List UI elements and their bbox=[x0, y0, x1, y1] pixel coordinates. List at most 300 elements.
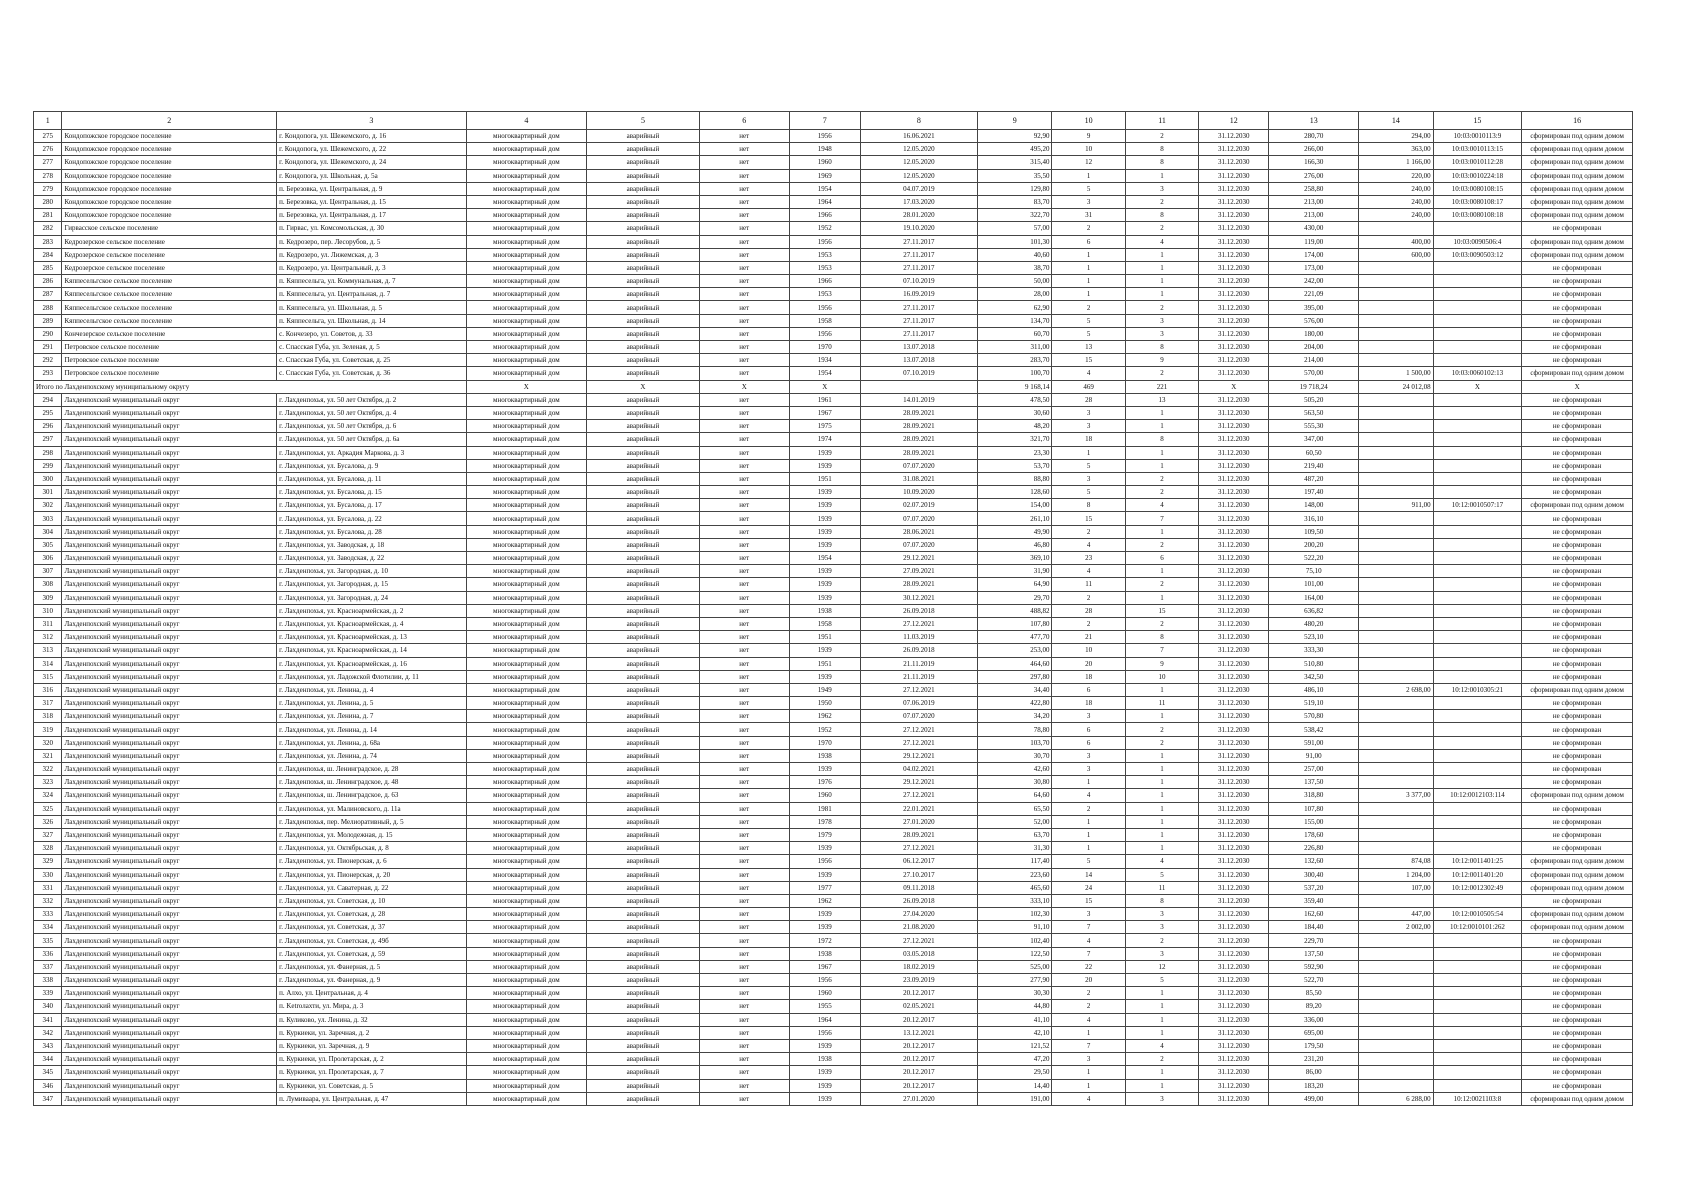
table-cell: г. Лахденпохья, ул. Малиновского, д. 11а bbox=[277, 802, 466, 815]
table-cell: Лахденпохский муниципальный округ bbox=[62, 1026, 277, 1039]
table-cell bbox=[1433, 974, 1522, 987]
table-cell: п. Гирвас, ул. Комсомольская, д. 30 bbox=[277, 222, 466, 235]
table-cell: многоквартирный дом bbox=[466, 367, 586, 380]
table-cell: многоквартирный дом bbox=[466, 657, 586, 670]
table-cell: 261,10 bbox=[978, 512, 1052, 525]
table-cell: 27.12.2021 bbox=[860, 842, 977, 855]
table-cell: многоквартирный дом bbox=[466, 631, 586, 644]
table-cell: 31.12.2030 bbox=[1199, 776, 1269, 789]
table-cell: 1 bbox=[1125, 1000, 1198, 1013]
table-cell: многоквартирный дом bbox=[466, 776, 586, 789]
table-row bbox=[34, 1066, 1633, 1079]
table-cell: аварийный bbox=[587, 143, 700, 156]
table-cell: нет bbox=[699, 169, 789, 182]
table-cell: аварийный bbox=[587, 1092, 700, 1105]
table-cell: 465,60 bbox=[978, 881, 1052, 894]
table-cell: Лахденпохский муниципальный округ bbox=[62, 631, 277, 644]
table-cell bbox=[1359, 670, 1433, 683]
table-cell: X bbox=[1433, 380, 1522, 393]
table-cell: 27.11.2017 bbox=[860, 235, 977, 248]
table-cell: г. Лахденпохья, ул. Фанерная, д. 9 bbox=[277, 974, 466, 987]
table-cell: нет bbox=[699, 525, 789, 538]
table-cell: не сформирован bbox=[1522, 1053, 1633, 1066]
table-cell: 31,30 bbox=[978, 842, 1052, 855]
table-row bbox=[34, 934, 1633, 947]
table-cell: п. Кедрозеро, ул. Лижемская, д. 3 bbox=[277, 248, 466, 261]
table-cell: многоквартирный дом bbox=[466, 1026, 586, 1039]
table-cell: Итого по Лахденпохскому муниципальному округу bbox=[34, 380, 467, 393]
table-cell: нет bbox=[699, 1039, 789, 1052]
table-cell bbox=[1359, 1039, 1433, 1052]
table-cell: 563,50 bbox=[1269, 406, 1359, 419]
table-cell: 1 bbox=[1052, 842, 1125, 855]
table-cell: г. Лахденпохья, ул. Фанерная, д. 5 bbox=[277, 960, 466, 973]
table-cell: аварийный bbox=[587, 921, 700, 934]
table-cell: 31.12.2030 bbox=[1199, 446, 1269, 459]
table-cell: 363,00 bbox=[1359, 143, 1433, 156]
table-cell: нет bbox=[699, 367, 789, 380]
table-row bbox=[34, 894, 1633, 907]
table-cell: 31.12.2030 bbox=[1199, 591, 1269, 604]
table-cell: 100,70 bbox=[978, 367, 1052, 380]
table-cell: сформирован под одним домом bbox=[1522, 921, 1633, 934]
table-cell: 5 bbox=[1125, 868, 1198, 881]
table-cell: 522,20 bbox=[1269, 552, 1359, 565]
table-cell: не сформирован bbox=[1522, 354, 1633, 367]
table-cell: многоквартирный дом bbox=[466, 472, 586, 485]
table-cell: Лахденпохский муниципальный округ bbox=[62, 960, 277, 973]
table-cell: 334 bbox=[34, 921, 62, 934]
table-cell bbox=[1433, 1066, 1522, 1079]
table-cell: 31.12.2030 bbox=[1199, 723, 1269, 736]
table-cell bbox=[1433, 301, 1522, 314]
table-cell bbox=[1359, 960, 1433, 973]
table-cell bbox=[1433, 538, 1522, 551]
table-cell bbox=[1433, 261, 1522, 274]
table-cell: г. Кондопога, ул. Школьная, д. 5а bbox=[277, 169, 466, 182]
table-cell: 10:03:0090503:12 bbox=[1433, 248, 1522, 261]
table-cell: 14,40 bbox=[978, 1079, 1052, 1092]
table-cell: 1 bbox=[1125, 789, 1198, 802]
table-cell: нет bbox=[699, 406, 789, 419]
table-cell: г. Лахденпохья, ул. Ленина, д. 14 bbox=[277, 723, 466, 736]
table-cell: нет bbox=[699, 1079, 789, 1092]
table-cell: 1 bbox=[1052, 261, 1125, 274]
table-cell: 29.12.2021 bbox=[860, 552, 977, 565]
table-cell: аварийный bbox=[587, 1013, 700, 1026]
table-cell: 29,70 bbox=[978, 591, 1052, 604]
table-cell: 318 bbox=[34, 710, 62, 723]
table-cell: многоквартирный дом bbox=[466, 1092, 586, 1105]
table-cell: 154,00 bbox=[978, 499, 1052, 512]
table-row bbox=[34, 802, 1633, 815]
table-cell: Кяппесельгское сельское поселение bbox=[62, 275, 277, 288]
table-cell: 488,82 bbox=[978, 604, 1052, 617]
table-cell: 21.11.2019 bbox=[860, 670, 977, 683]
table-cell: аварийный bbox=[587, 710, 700, 723]
table-cell: 2 bbox=[1125, 222, 1198, 235]
table-cell: 178,60 bbox=[1269, 828, 1359, 841]
table-row bbox=[34, 815, 1633, 828]
table-cell: не сформирован bbox=[1522, 736, 1633, 749]
table-cell: многоквартирный дом bbox=[466, 828, 586, 841]
table-cell: не сформирован bbox=[1522, 1013, 1633, 1026]
table-cell: 14.01.2019 bbox=[860, 393, 977, 406]
table-cell: 02.05.2021 bbox=[860, 1000, 977, 1013]
table-cell: не сформирован bbox=[1522, 1079, 1633, 1092]
table-cell: п. Куликово, ул. Ленина, д. 32 bbox=[277, 1013, 466, 1026]
table-cell: 9 168,14 bbox=[978, 380, 1052, 393]
table-cell: 1966 bbox=[789, 275, 860, 288]
table-cell: 21.08.2020 bbox=[860, 921, 977, 934]
table-cell: 122,50 bbox=[978, 947, 1052, 960]
table-cell: 1 bbox=[1052, 776, 1125, 789]
table-cell: 29.12.2021 bbox=[860, 776, 977, 789]
table-cell: с. Спасская Губа, ул. Советская, д. 36 bbox=[277, 367, 466, 380]
table-row bbox=[34, 499, 1633, 512]
table-cell: не сформирован bbox=[1522, 1066, 1633, 1079]
table-cell: сформирован под одним домом bbox=[1522, 868, 1633, 881]
table-cell bbox=[1433, 406, 1522, 419]
table-cell: 27.09.2021 bbox=[860, 565, 977, 578]
table-row bbox=[34, 433, 1633, 446]
table-cell: г. Лахденпохья, ул. Заводская, д. 22 bbox=[277, 552, 466, 565]
table-cell: многоквартирный дом bbox=[466, 275, 586, 288]
table-cell bbox=[1359, 631, 1433, 644]
table-cell bbox=[1359, 354, 1433, 367]
table-cell: аварийный bbox=[587, 1039, 700, 1052]
table-cell bbox=[1433, 749, 1522, 762]
table-cell: 1951 bbox=[789, 657, 860, 670]
table-cell: 318,80 bbox=[1269, 789, 1359, 802]
table-cell: нет bbox=[699, 235, 789, 248]
table-cell: 9 bbox=[978, 112, 1052, 130]
table-cell: 13 bbox=[1125, 393, 1198, 406]
table-cell: Лахденпохский муниципальный округ bbox=[62, 1092, 277, 1105]
table-cell: Лахденпохский муниципальный округ bbox=[62, 683, 277, 696]
table-row bbox=[34, 776, 1633, 789]
table-row bbox=[34, 525, 1633, 538]
table-cell: аварийный bbox=[587, 301, 700, 314]
table-cell: 31.12.2030 bbox=[1199, 802, 1269, 815]
table-cell: г. Лахденпохья, ш. Ленинградское, д. 48 bbox=[277, 776, 466, 789]
table-cell: 34,40 bbox=[978, 683, 1052, 696]
table-cell: 5 bbox=[1052, 459, 1125, 472]
table-cell: 52,00 bbox=[978, 815, 1052, 828]
table-cell: 31.12.2030 bbox=[1199, 169, 1269, 182]
table-cell bbox=[1433, 894, 1522, 907]
table-cell: 295 bbox=[34, 406, 62, 419]
table-cell: 2 bbox=[1125, 130, 1198, 143]
table-row bbox=[34, 842, 1633, 855]
table-cell: не сформирован bbox=[1522, 670, 1633, 683]
table-header-row bbox=[34, 112, 1633, 130]
table-cell: г. Лахденпохья, ул. Саватерная, д. 22 bbox=[277, 881, 466, 894]
table-cell: 10:03:0010224:18 bbox=[1433, 169, 1522, 182]
table-cell: 1 bbox=[1052, 275, 1125, 288]
table-cell: 321,70 bbox=[978, 433, 1052, 446]
table-cell: 20.12.2017 bbox=[860, 1053, 977, 1066]
table-cell: 31.12.2030 bbox=[1199, 248, 1269, 261]
table-cell: нет bbox=[699, 301, 789, 314]
table-cell: 3 bbox=[277, 112, 466, 130]
table-cell: 314 bbox=[34, 657, 62, 670]
table-cell bbox=[1359, 406, 1433, 419]
table-cell: Кондопожское городское поселение bbox=[62, 195, 277, 208]
table-cell: 338 bbox=[34, 974, 62, 987]
table-cell: 522,70 bbox=[1269, 974, 1359, 987]
table-cell: аварийный bbox=[587, 1079, 700, 1092]
table-cell: п. Лумиваара, ул. Центральная, д. 47 bbox=[277, 1092, 466, 1105]
table-cell: 07.07.2020 bbox=[860, 710, 977, 723]
table-cell: 1956 bbox=[789, 301, 860, 314]
table-cell: 13 bbox=[1052, 341, 1125, 354]
table-cell: многоквартирный дом bbox=[466, 565, 586, 578]
table-cell: аварийный bbox=[587, 565, 700, 578]
table-cell: 294,00 bbox=[1359, 130, 1433, 143]
table-cell: 121,52 bbox=[978, 1039, 1052, 1052]
table-row bbox=[34, 393, 1633, 406]
table-cell: многоквартирный дом bbox=[466, 974, 586, 987]
table-cell: г. Лахденпохья, ул. Октябрьская, д. 8 bbox=[277, 842, 466, 855]
table-cell bbox=[1433, 934, 1522, 947]
table-cell: 1951 bbox=[789, 472, 860, 485]
table-row bbox=[34, 631, 1633, 644]
table-cell: 46,80 bbox=[978, 538, 1052, 551]
table-cell: 31.12.2030 bbox=[1199, 683, 1269, 696]
table-cell: 297 bbox=[34, 433, 62, 446]
table-row bbox=[34, 222, 1633, 235]
table-cell: 266,00 bbox=[1269, 143, 1359, 156]
table-cell: 6 bbox=[1125, 552, 1198, 565]
table-cell: многоквартирный дом bbox=[466, 538, 586, 551]
table-cell: нет bbox=[699, 802, 789, 815]
table-cell: п. Ketroлахти, ул. Мира, д. 3 bbox=[277, 1000, 466, 1013]
table-cell: 6 bbox=[1052, 736, 1125, 749]
table-row bbox=[34, 670, 1633, 683]
table-cell: Лахденпохский муниципальный округ bbox=[62, 446, 277, 459]
table-cell: 1 bbox=[1125, 248, 1198, 261]
table-cell: п. Алхо, ул. Центральная, д. 4 bbox=[277, 987, 466, 1000]
table-cell: нет bbox=[699, 881, 789, 894]
table-cell bbox=[1359, 723, 1433, 736]
table-cell: 316 bbox=[34, 683, 62, 696]
table-row bbox=[34, 604, 1633, 617]
table-cell: 229,70 bbox=[1269, 934, 1359, 947]
table-cell: г. Лахденпохья, ул. Бусалова, д. 22 bbox=[277, 512, 466, 525]
table-cell: 3 377,00 bbox=[1359, 789, 1433, 802]
table-cell: г. Лахденпохья, пер. Мелиоративный, д. 5 bbox=[277, 815, 466, 828]
table-cell: 1978 bbox=[789, 815, 860, 828]
table-cell: 31.12.2030 bbox=[1199, 644, 1269, 657]
table-cell: 1 bbox=[1125, 828, 1198, 841]
table-cell: 31.12.2030 bbox=[1199, 1079, 1269, 1092]
table-cell: 3 bbox=[1052, 1053, 1125, 1066]
table-cell: аварийный bbox=[587, 248, 700, 261]
table-cell: 319 bbox=[34, 723, 62, 736]
table-cell: 31.12.2030 bbox=[1199, 195, 1269, 208]
table-cell: 31.12.2030 bbox=[1199, 406, 1269, 419]
table-cell: 155,00 bbox=[1269, 815, 1359, 828]
table-cell: 1 bbox=[1052, 288, 1125, 301]
table-cell: нет bbox=[699, 631, 789, 644]
table-cell: 1939 bbox=[789, 446, 860, 459]
table-cell: Лахденпохский муниципальный округ bbox=[62, 1039, 277, 1052]
table-cell: 315 bbox=[34, 670, 62, 683]
table-cell: Лахденпохский муниципальный округ bbox=[62, 1000, 277, 1013]
table-cell: 31.12.2030 bbox=[1199, 789, 1269, 802]
table-cell: 11 bbox=[1052, 578, 1125, 591]
table-cell bbox=[1359, 828, 1433, 841]
table-cell bbox=[1433, 393, 1522, 406]
table-cell: 62,90 bbox=[978, 301, 1052, 314]
table-cell: 6 bbox=[1052, 235, 1125, 248]
table-cell: нет bbox=[699, 644, 789, 657]
table-cell: 1966 bbox=[789, 209, 860, 222]
table-cell: 5 bbox=[1052, 486, 1125, 499]
table-cell bbox=[1433, 341, 1522, 354]
table-cell: 1950 bbox=[789, 697, 860, 710]
table-cell bbox=[1359, 644, 1433, 657]
table-row bbox=[34, 195, 1633, 208]
table-cell: 31.12.2030 bbox=[1199, 868, 1269, 881]
table-cell: 20.12.2017 bbox=[860, 987, 977, 1000]
table-cell: 27.11.2017 bbox=[860, 248, 977, 261]
table-cell: 31.12.2030 bbox=[1199, 987, 1269, 1000]
table-cell: 07.10.2019 bbox=[860, 275, 977, 288]
table-cell: 1956 bbox=[789, 327, 860, 340]
table-cell: не сформирован bbox=[1522, 578, 1633, 591]
table-cell: нет bbox=[699, 736, 789, 749]
table-cell: аварийный bbox=[587, 420, 700, 433]
table-cell: 164,00 bbox=[1269, 591, 1359, 604]
table-cell: 1 bbox=[1125, 275, 1198, 288]
table-cell: 35,50 bbox=[978, 169, 1052, 182]
table-cell: Петровское сельское поселение bbox=[62, 341, 277, 354]
table-row bbox=[34, 341, 1633, 354]
table-row bbox=[34, 182, 1633, 195]
table-cell: г. Кондопога, ул. Шежемского, д. 22 bbox=[277, 143, 466, 156]
table-cell: 3 bbox=[1125, 921, 1198, 934]
table-cell: 316,10 bbox=[1269, 512, 1359, 525]
table-cell: 31.12.2030 bbox=[1199, 327, 1269, 340]
table-row bbox=[34, 1013, 1633, 1026]
table-cell: 2 bbox=[1052, 222, 1125, 235]
table-row bbox=[34, 763, 1633, 776]
table-cell: нет bbox=[699, 987, 789, 1000]
table-cell: 31.12.2030 bbox=[1199, 934, 1269, 947]
table-cell: 2 bbox=[1052, 987, 1125, 1000]
table-cell: сформирован под одним домом bbox=[1522, 130, 1633, 143]
table-cell: 31.12.2030 bbox=[1199, 565, 1269, 578]
table-cell bbox=[1433, 1013, 1522, 1026]
table-cell bbox=[1433, 1000, 1522, 1013]
table-cell: 325 bbox=[34, 802, 62, 815]
table-cell: 576,00 bbox=[1269, 314, 1359, 327]
table-cell: 2 bbox=[1125, 1053, 1198, 1066]
table-cell: Лахденпохский муниципальный округ bbox=[62, 670, 277, 683]
table-cell: 21 bbox=[1052, 631, 1125, 644]
table-cell bbox=[1359, 552, 1433, 565]
table-cell: многоквартирный дом bbox=[466, 248, 586, 261]
table-cell: многоквартирный дом bbox=[466, 697, 586, 710]
table-cell: 333 bbox=[34, 908, 62, 921]
table-cell: Лахденпохский муниципальный округ bbox=[62, 591, 277, 604]
table-cell: 24 bbox=[1052, 881, 1125, 894]
table-row bbox=[34, 552, 1633, 565]
table-cell: 31.12.2030 bbox=[1199, 288, 1269, 301]
table-cell: 1939 bbox=[789, 499, 860, 512]
table-cell: 180,00 bbox=[1269, 327, 1359, 340]
table-cell: 1952 bbox=[789, 222, 860, 235]
table-cell: нет bbox=[699, 1092, 789, 1105]
table-cell: 347 bbox=[34, 1092, 62, 1105]
table-cell: 7 bbox=[1052, 921, 1125, 934]
table-cell: 28.09.2021 bbox=[860, 828, 977, 841]
table-cell bbox=[1359, 1026, 1433, 1039]
table-cell: 3 bbox=[1125, 947, 1198, 960]
table-cell: 31.12.2030 bbox=[1199, 1039, 1269, 1052]
table-cell: 276,00 bbox=[1269, 169, 1359, 182]
table-cell: 16.06.2021 bbox=[860, 130, 977, 143]
table-cell: 282 bbox=[34, 222, 62, 235]
table-cell bbox=[1359, 578, 1433, 591]
table-cell: Кяппесельгское сельское поселение bbox=[62, 314, 277, 327]
table-cell: п. Куркиеки, ул. Пролетарская, д. 7 bbox=[277, 1066, 466, 1079]
table-cell: 505,20 bbox=[1269, 393, 1359, 406]
table-cell: 478,50 bbox=[978, 393, 1052, 406]
table-cell bbox=[1433, 565, 1522, 578]
table-cell: аварийный bbox=[587, 195, 700, 208]
table-cell: 27.12.2021 bbox=[860, 934, 977, 947]
table-cell: нет bbox=[699, 723, 789, 736]
table-cell: не сформирован bbox=[1522, 222, 1633, 235]
table-cell: 31.12.2030 bbox=[1199, 472, 1269, 485]
table-cell: 287 bbox=[34, 288, 62, 301]
table-cell: 117,40 bbox=[978, 855, 1052, 868]
table-cell bbox=[1433, 275, 1522, 288]
table-cell: 204,00 bbox=[1269, 341, 1359, 354]
table-cell bbox=[1433, 987, 1522, 1000]
table-cell: нет bbox=[699, 1026, 789, 1039]
table-cell: многоквартирный дом bbox=[466, 552, 586, 565]
table-cell: аварийный bbox=[587, 182, 700, 195]
table-cell: нет bbox=[699, 697, 789, 710]
table-cell: сформирован под одним домом bbox=[1522, 881, 1633, 894]
table-cell: 1939 bbox=[789, 908, 860, 921]
table-row bbox=[34, 644, 1633, 657]
table-cell: аварийный bbox=[587, 341, 700, 354]
table-cell: 4 bbox=[1052, 538, 1125, 551]
table-cell: 285 bbox=[34, 261, 62, 274]
table-row bbox=[34, 974, 1633, 987]
table-cell: 30,70 bbox=[978, 749, 1052, 762]
table-cell: г. Лахденпохья, ул. Советская, д. 37 bbox=[277, 921, 466, 934]
table-cell: нет bbox=[699, 222, 789, 235]
table-cell: г. Лахденпохья, ул. Красноармейская, д. 4 bbox=[277, 617, 466, 630]
table-cell: 5 bbox=[1052, 182, 1125, 195]
table-cell: 63,70 bbox=[978, 828, 1052, 841]
table-cell bbox=[1433, 327, 1522, 340]
table-cell: многоквартирный дом bbox=[466, 1079, 586, 1092]
table-row bbox=[34, 327, 1633, 340]
table-cell: 1954 bbox=[789, 182, 860, 195]
table-cell: 34,20 bbox=[978, 710, 1052, 723]
table-cell: аварийный bbox=[587, 908, 700, 921]
table-cell: 18 bbox=[1052, 433, 1125, 446]
table-cell: 15 bbox=[1052, 512, 1125, 525]
table-cell: 7 bbox=[1125, 512, 1198, 525]
